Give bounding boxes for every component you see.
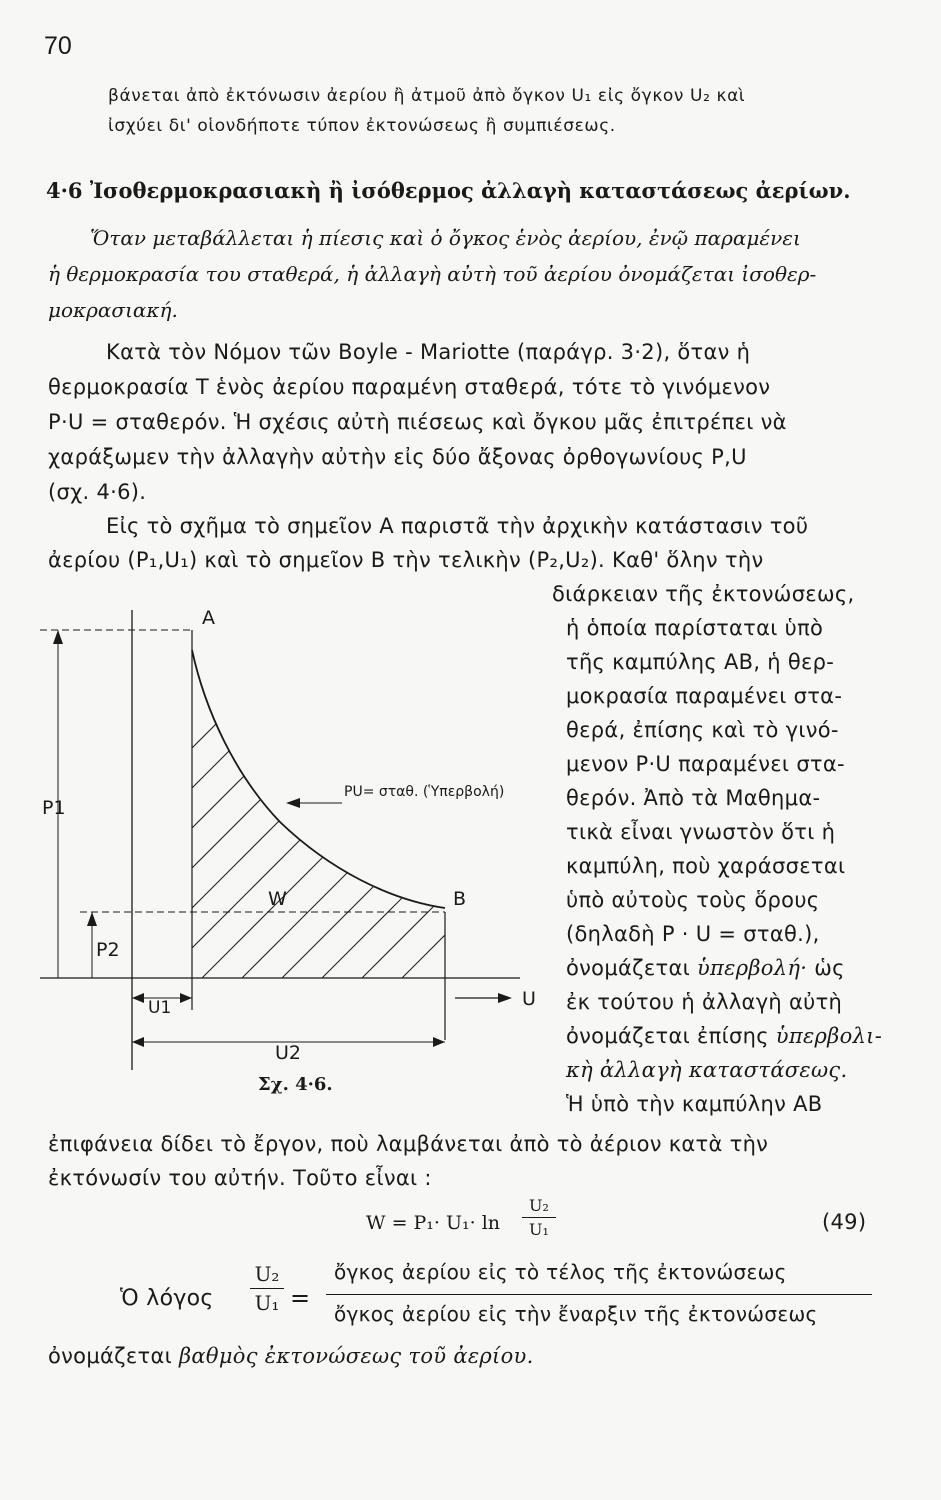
ratio-text-fraction-bar	[326, 1294, 872, 1295]
final-line	[48, 1344, 534, 1368]
side-line-9: καμπύλη, ποὺ χαράσσεται	[566, 854, 846, 878]
ratio-denominator: U₁	[254, 1291, 280, 1315]
u1-arrow-left-icon	[132, 993, 144, 1003]
intro-line-1: βάνεται ἀπὸ ἐκτόνωσιν ἀερίου ἢ ἀτμοῦ ἀπὸ ὄγκον U₁ εἰς ὄγκον U₂ καὶ	[108, 86, 746, 106]
label-a: A	[202, 607, 215, 629]
u2-arrow-left-icon	[132, 1037, 144, 1047]
side-line-10: ὑπὸ αὐτοὺς τοὺς ὅρους	[566, 888, 820, 912]
term-hyperbolic: ὑπερβολι-	[775, 1024, 883, 1048]
figure-pu-diagram	[20, 600, 560, 1080]
figure-caption: Σχ. 4·6.	[258, 1074, 333, 1095]
equation-fraction-bar	[522, 1217, 556, 1218]
ratio-prefix: Ὁ λόγος	[120, 1286, 214, 1311]
para3-line-2: ἐκτόνωσίν του αὐτήν. Τοῦτο εἶναι :	[48, 1166, 432, 1190]
side-line-14	[566, 1024, 882, 1048]
para1-line-3: P·U = σταθερόν. Ἡ σχέσις αὐτὴ πιέσεως καὶ ὄγκου μᾶς ἐπιτρέπει νὰ	[48, 410, 787, 434]
curve-label: PU= σταθ. (Ὑπερβολή)	[344, 784, 505, 800]
equation-fraction	[522, 1196, 556, 1239]
ratio-text-denominator: ὄγκος ἀερίου εἰς τὴν ἔναρξιν τῆς ἐκτονώσεως	[334, 1302, 818, 1326]
side-line-12-text: ὀνομάζεται	[566, 956, 697, 980]
para1-line-1: Κατὰ τὸν Νόμον τῶν Boyle - Mariotte (παράγρ. 3·2), ὅταν ἡ	[106, 340, 751, 364]
side-line-2: ἡ ὁποία παρίσταται ὑπὸ	[566, 616, 824, 640]
page-number: 70	[44, 32, 72, 60]
section-heading: 4·6 Ἰσοθερμοκρασιακὴ ἢ ἰσόθερμος ἀλλαγὴ καταστάσεως ἀερίων.	[46, 178, 851, 203]
ratio-fraction	[250, 1262, 284, 1315]
work-area-hatch	[20, 600, 460, 1020]
para1-line-5: (σχ. 4·6).	[48, 480, 147, 504]
equation-lhs: W = P₁· U₁· ln	[366, 1212, 501, 1234]
label-u1: U1	[148, 998, 172, 1018]
u-axis-arrow-icon	[498, 993, 512, 1003]
label-u2: U2	[275, 1042, 301, 1064]
para1-line-2: θερμοκρασία T ἑνὸς ἀερίου παραμένη σταθερά, τότε τὸ γινόμενον	[48, 375, 771, 399]
equation-numerator: U₂	[529, 1196, 549, 1215]
final-term: βαθμὸς ἐκτονώσεως τοῦ ἀερίου.	[178, 1344, 534, 1368]
u2-arrow-right-icon	[433, 1037, 445, 1047]
definition-line-2: ἡ θερμοκρασία του σταθερά, ἡ ἀλλαγὴ αὐτὴ τοῦ ἀερίου ὀνομάζεται ἰσοθερ-	[48, 262, 817, 286]
definition-line-1: Ὅταν μεταβάλλεται ἡ πίεσις καὶ ὁ ὄγκος ἑνὸς ἀερίου, ἐνῷ παραμένει	[90, 226, 801, 250]
side-line-7: θερόν. Ἀπὸ τὰ Μαθημα-	[566, 786, 821, 810]
curve-pointer-arrow-icon	[286, 798, 300, 808]
term-hyperbole-suffix: ὡς	[807, 956, 845, 980]
u1-arrow-right-icon	[180, 993, 192, 1003]
para2-line-1: Εἰς τὸ σχῆμα τὸ σημεῖον A παριστᾶ τὴν ἀρχικὴν κατάστασιν τοῦ	[106, 514, 809, 538]
definition-line-3: μοκρασιακή.	[48, 298, 178, 322]
ratio-text-numerator: ὄγκος ἀερίου εἰς τὸ τέλος τῆς ἐκτονώσεως	[334, 1260, 787, 1284]
side-line-6: μενον P·U παραμένει στα-	[566, 752, 845, 776]
ratio-equals: =	[290, 1284, 311, 1312]
label-b: B	[453, 888, 467, 910]
final-prefix: ὀνομάζεται	[48, 1344, 179, 1368]
ratio-fraction-bar	[250, 1288, 284, 1289]
equation-denominator: U₁	[529, 1220, 549, 1239]
side-line-16: Ἡ ὑπὸ τὴν καμπύλην AB	[566, 1092, 823, 1116]
label-p1: P1	[42, 797, 66, 819]
side-line-15: κὴ ἀλλαγὴ καταστάσεως.	[566, 1058, 848, 1082]
side-line-3: τῆς καμπύλης AB, ἡ θερ-	[566, 650, 835, 674]
term-hyperbole: ὑπερβολή·	[696, 956, 808, 980]
intro-line-2: ἰσχύει δι' οἱονδήποτε τύπον ἐκτονώσεως ἢ συμπιέσεως.	[108, 116, 616, 136]
side-line-13: ἐκ τούτου ἡ ἀλλαγὴ αὐτὴ	[566, 990, 843, 1014]
para3-line-1: ἐπιφάνεια δίδει τὸ ἔργον, ποὺ λαμβάνεται ἀπὸ τὸ ἀέριον κατὰ τὴν	[48, 1132, 769, 1156]
para2-line-2: ἀερίου (P₁,U₁) καὶ τὸ σημεῖον B τὴν τελικὴν (P₂,U₂). Καθ' ὅλην τὴν	[48, 548, 764, 572]
ratio-numerator: U₂	[254, 1262, 280, 1286]
side-line-12	[566, 956, 845, 980]
side-line-1: διάρκειαν τῆς ἐκτονώσεως,	[552, 582, 855, 606]
equation-number: (49)	[822, 1210, 867, 1234]
label-w: W	[268, 888, 287, 910]
p2-arrow-icon	[87, 912, 97, 926]
label-p2: P2	[96, 939, 120, 961]
side-line-14-text: ὀνομάζεται ἐπίσης	[566, 1024, 776, 1048]
side-line-5: θερά, ἐπίσης καὶ τὸ γινό-	[566, 718, 839, 742]
side-line-8: τικὰ εἶναι γνωστὸν ὅτι ἡ	[566, 820, 836, 844]
isotherm-curve	[192, 650, 445, 908]
side-line-4: μοκρασία παραμένει στα-	[566, 684, 843, 708]
para1-line-4: χαράξωμεν τὴν ἀλλαγὴν αὐτὴν εἰς δύο ἄξονας ὀρθογωνίους P,U	[48, 445, 747, 469]
side-line-11: (δηλαδὴ P · U = σταθ.),	[566, 922, 820, 946]
p1-arrow-icon	[53, 630, 63, 644]
label-u-axis: U	[522, 988, 536, 1010]
